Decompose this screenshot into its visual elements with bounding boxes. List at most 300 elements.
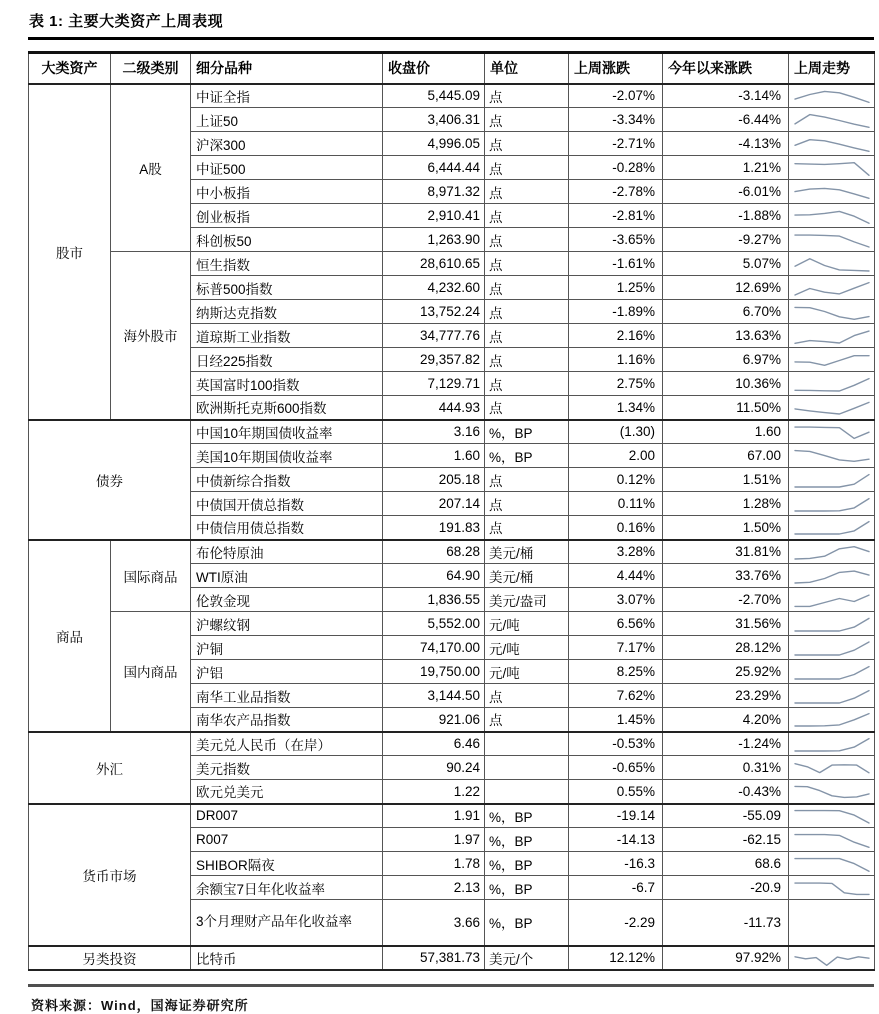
cell-ytd-change — [663, 540, 789, 564]
cell-ytd-change — [663, 900, 789, 946]
cell-week-change-text: (1.30) — [619, 424, 655, 440]
cell-asset-class — [29, 732, 191, 804]
cell-close-price — [383, 876, 485, 900]
cell-instrument-text: 中债新综合指数 — [196, 473, 291, 489]
cell-ytd-change — [663, 660, 789, 684]
cell-close-price-text: 34,777.76 — [419, 328, 480, 343]
cell-instrument — [191, 828, 383, 852]
cell-unit-text: 点 — [489, 353, 503, 369]
cell-ytd-change-text: 25.92% — [735, 664, 781, 679]
cell-instrument-text: 沪螺纹钢 — [196, 617, 250, 633]
cell-week-change-text: 3.28% — [616, 544, 655, 560]
cell-week-change-text: -1.61% — [612, 256, 655, 271]
cell-week-change-text: -14.13 — [616, 832, 655, 847]
cell-week-trend — [789, 468, 875, 492]
cell-close-price-text: 207.14 — [438, 496, 480, 511]
cell-unit-text: 元/吨 — [489, 665, 520, 681]
cell-instrument-text: 科创板50 — [196, 233, 252, 249]
cell-sub-category — [111, 540, 191, 612]
cell-close-price-text: 1.60 — [453, 448, 480, 463]
cell-sub-category — [111, 612, 191, 732]
cell-instrument — [191, 780, 383, 804]
cell-ytd-change — [663, 300, 789, 324]
cell-unit — [485, 324, 569, 348]
cell-asset-class-text: 另类投资 — [82, 951, 137, 967]
cell-unit — [485, 204, 569, 228]
cell-ytd-change-text: -11.73 — [743, 914, 781, 930]
cell-instrument-text: 比特币 — [196, 951, 237, 967]
week-trend-sparkline — [792, 325, 872, 347]
cell-week-trend — [789, 324, 875, 348]
cell-close-price-text: 7,129.71 — [427, 376, 480, 391]
cell-week-trend — [789, 372, 875, 396]
cell-ytd-change-text: 0.31% — [742, 760, 781, 775]
cell-unit — [485, 108, 569, 132]
cell-week-change — [569, 492, 663, 516]
week-trend-sparkline — [792, 396, 872, 418]
cell-ytd-change — [663, 564, 789, 588]
cell-ytd-change — [663, 828, 789, 852]
cell-asset-class-text: 外汇 — [96, 761, 123, 777]
cell-week-change — [569, 804, 663, 828]
cell-week-change-text: 1.34% — [616, 399, 655, 415]
cell-week-trend — [789, 348, 875, 372]
cell-unit-text: %，BP — [489, 833, 533, 849]
cell-week-trend — [789, 756, 875, 780]
cell-unit — [485, 588, 569, 612]
cell-instrument-text: 标普500指数 — [196, 281, 273, 297]
cell-week-change — [569, 684, 663, 708]
week-trend-sparkline — [792, 349, 872, 371]
cell-close-price-text: 3,406.31 — [427, 112, 480, 127]
cell-week-change — [569, 348, 663, 372]
cell-week-trend — [789, 660, 875, 684]
cell-ytd-change-text: 1.28% — [742, 496, 781, 511]
cell-week-change-text: 2.00 — [628, 448, 655, 463]
week-trend-sparkline — [792, 157, 872, 179]
cell-week-change — [569, 108, 663, 132]
cell-ytd-change — [663, 252, 789, 276]
week-trend-sparkline — [792, 877, 872, 899]
column-header-unit: 单位 — [485, 53, 569, 84]
cell-week-change — [569, 420, 663, 444]
cell-unit — [485, 900, 569, 946]
cell-unit — [485, 636, 569, 660]
cell-instrument-text: 美国10年期国债收益率 — [196, 449, 333, 465]
cell-week-trend — [789, 540, 875, 564]
cell-instrument-text: R007 — [196, 832, 229, 847]
cell-instrument — [191, 396, 383, 420]
cell-close-price-text: 57,381.73 — [419, 950, 480, 965]
cell-ytd-change-text: -62.15 — [742, 832, 781, 847]
cell-ytd-change-text: 5.07% — [742, 256, 781, 271]
week-trend-sparkline — [792, 109, 872, 131]
cell-week-trend — [789, 276, 875, 300]
table-header — [29, 53, 875, 84]
cell-ytd-change — [663, 372, 789, 396]
cell-instrument — [191, 636, 383, 660]
cell-week-trend — [789, 492, 875, 516]
cell-instrument-text: 沪深300 — [196, 137, 246, 153]
cell-close-price-text: 29,357.82 — [419, 352, 480, 367]
cell-instrument — [191, 804, 383, 828]
cell-unit-text: 点 — [489, 185, 503, 201]
cell-close-price-text: 205.18 — [438, 472, 480, 487]
cell-instrument — [191, 372, 383, 396]
cell-week-change-text: -2.78% — [612, 184, 655, 199]
cell-week-change — [569, 300, 663, 324]
cell-asset-class — [29, 84, 111, 420]
cell-close-price-text: 1.97 — [453, 832, 480, 847]
cell-week-trend — [789, 732, 875, 756]
cell-week-change — [569, 828, 663, 852]
cell-close-price-text: 1.22 — [453, 783, 480, 799]
week-trend-sparkline — [792, 637, 872, 659]
table-row — [29, 732, 875, 756]
cell-unit-text: 点 — [489, 257, 503, 273]
cell-unit — [485, 780, 569, 804]
cell-unit — [485, 804, 569, 828]
cell-ytd-change — [663, 780, 789, 804]
column-header-week-trend: 上周走势 — [789, 53, 875, 84]
cell-instrument — [191, 468, 383, 492]
cell-week-trend — [789, 780, 875, 804]
cell-ytd-change-text: -20.9 — [750, 880, 781, 895]
cell-week-trend — [789, 588, 875, 612]
cell-unit-text: 点 — [489, 689, 503, 705]
cell-unit-text: %，BP — [489, 881, 533, 897]
cell-week-change-text: -2.71% — [612, 136, 655, 151]
cell-close-price — [383, 900, 485, 946]
table-title: 表 1: 主要大类资产上周表现 — [29, 13, 224, 30]
cell-close-price-text: 28,610.65 — [419, 256, 480, 271]
cell-close-price — [383, 468, 485, 492]
table-row — [29, 946, 875, 970]
cell-week-change-text: -16.3 — [624, 856, 655, 871]
cell-unit — [485, 372, 569, 396]
cell-unit — [485, 492, 569, 516]
cell-instrument-text: 恒生指数 — [196, 257, 250, 273]
cell-ytd-change — [663, 276, 789, 300]
cell-ytd-change — [663, 708, 789, 732]
table-body — [29, 84, 875, 970]
cell-close-price-text: 90.24 — [446, 760, 480, 775]
cell-unit-text: 点 — [489, 305, 503, 321]
cell-instrument — [191, 132, 383, 156]
cell-week-change — [569, 396, 663, 420]
table-row — [29, 804, 875, 828]
column-header-week-change: 上周涨跌 — [569, 53, 663, 84]
cell-instrument-text: 日经225指数 — [196, 353, 273, 369]
cell-ytd-change-text: 31.56% — [735, 616, 781, 631]
cell-unit — [485, 756, 569, 780]
cell-close-price — [383, 684, 485, 708]
cell-week-change — [569, 588, 663, 612]
cell-ytd-change-text: 33.76% — [735, 568, 781, 583]
cell-week-trend — [789, 612, 875, 636]
cell-instrument — [191, 564, 383, 588]
cell-instrument — [191, 420, 383, 444]
week-trend-sparkline — [792, 565, 872, 587]
cell-close-price — [383, 708, 485, 732]
cell-week-trend — [789, 708, 875, 732]
cell-asset-class — [29, 946, 191, 970]
cell-instrument — [191, 156, 383, 180]
cell-instrument-text: 伦敦金现 — [196, 593, 250, 609]
cell-sub-category — [111, 252, 191, 420]
cell-close-price — [383, 108, 485, 132]
cell-close-price-text: 74,170.00 — [419, 640, 480, 655]
cell-week-trend — [789, 132, 875, 156]
cell-close-price — [383, 612, 485, 636]
cell-ytd-change-text: -55.09 — [742, 808, 781, 824]
cell-close-price-text: 2.13 — [453, 880, 480, 895]
cell-close-price — [383, 804, 485, 828]
cell-ytd-change-text: 10.36% — [735, 376, 781, 391]
cell-ytd-change-text: 4.20% — [742, 711, 781, 727]
cell-unit — [485, 564, 569, 588]
cell-asset-class — [29, 540, 111, 732]
cell-week-change — [569, 612, 663, 636]
cell-close-price — [383, 180, 485, 204]
cell-sub-category — [111, 84, 191, 252]
cell-unit — [485, 300, 569, 324]
cell-instrument-text: 中债信用债总指数 — [196, 521, 304, 537]
cell-week-change-text: -2.81% — [612, 208, 655, 223]
cell-unit — [485, 516, 569, 540]
asset-performance-table — [28, 51, 875, 971]
cell-asset-class-text: 股市 — [56, 245, 83, 261]
cell-week-change-text: 1.16% — [616, 352, 655, 367]
cell-asset-class — [29, 804, 191, 946]
table-row — [29, 252, 875, 276]
cell-unit — [485, 540, 569, 564]
cell-instrument — [191, 276, 383, 300]
cell-week-trend — [789, 108, 875, 132]
cell-unit-text: 点 — [489, 497, 503, 513]
cell-close-price-text: 191.83 — [438, 519, 480, 535]
cell-ytd-change — [663, 852, 789, 876]
cell-close-price-text: 3.16 — [453, 424, 480, 440]
cell-close-price — [383, 588, 485, 612]
cell-week-trend — [789, 180, 875, 204]
cell-week-trend — [789, 852, 875, 876]
week-trend-sparkline — [792, 421, 872, 443]
cell-instrument — [191, 252, 383, 276]
cell-instrument — [191, 108, 383, 132]
cell-instrument — [191, 708, 383, 732]
cell-ytd-change — [663, 108, 789, 132]
week-trend-sparkline — [792, 708, 872, 730]
cell-ytd-change-text: 6.70% — [742, 304, 781, 319]
cell-week-change-text: -2.29 — [624, 914, 655, 930]
cell-week-change — [569, 756, 663, 780]
cell-ytd-change-text: -4.13% — [738, 136, 781, 151]
week-trend-sparkline — [792, 445, 872, 467]
cell-week-change — [569, 372, 663, 396]
cell-week-change — [569, 636, 663, 660]
cell-week-trend — [789, 564, 875, 588]
cell-unit — [485, 468, 569, 492]
week-trend-sparkline — [792, 373, 872, 395]
cell-instrument-text: 欧元兑美元 — [196, 785, 264, 801]
column-header-sub-category: 二级类别 — [111, 53, 191, 84]
cell-week-change-text: 2.16% — [616, 328, 655, 343]
cell-unit-text: 点 — [489, 521, 503, 537]
cell-instrument-text: 布伦特原油 — [196, 545, 264, 561]
cell-close-price-text: 1.78 — [453, 856, 480, 871]
cell-close-price — [383, 228, 485, 252]
cell-close-price — [383, 636, 485, 660]
cell-unit — [485, 252, 569, 276]
cell-ytd-change — [663, 636, 789, 660]
cell-instrument-text: 创业板指 — [196, 209, 250, 225]
cell-instrument-text: 道琼斯工业指数 — [196, 329, 291, 345]
week-trend-sparkline — [792, 516, 872, 538]
cell-close-price-text: 921.06 — [438, 711, 480, 727]
cell-ytd-change — [663, 84, 789, 108]
cell-unit — [485, 420, 569, 444]
cell-unit — [485, 828, 569, 852]
cell-week-change-text: -0.53% — [612, 736, 655, 752]
cell-close-price-text: 13,752.24 — [419, 304, 480, 319]
cell-week-change — [569, 444, 663, 468]
cell-instrument — [191, 516, 383, 540]
cell-close-price-text: 1,263.90 — [427, 232, 480, 247]
week-trend-sparkline — [792, 613, 872, 635]
cell-instrument-text: WTI原油 — [196, 569, 248, 585]
cell-instrument — [191, 612, 383, 636]
cell-week-change — [569, 180, 663, 204]
cell-ytd-change-text: 11.50% — [736, 399, 781, 415]
cell-unit — [485, 612, 569, 636]
cell-close-price — [383, 540, 485, 564]
week-trend-sparkline — [792, 947, 872, 969]
cell-week-trend — [789, 396, 875, 420]
cell-unit — [485, 156, 569, 180]
cell-close-price — [383, 420, 485, 444]
cell-instrument-text: 中证全指 — [196, 89, 250, 105]
cell-close-price — [383, 946, 485, 970]
cell-ytd-change — [663, 444, 789, 468]
cell-close-price-text: 4,996.05 — [427, 136, 480, 151]
cell-close-price-text: 5,445.09 — [427, 88, 480, 104]
week-trend-sparkline — [792, 829, 872, 851]
cell-close-price — [383, 564, 485, 588]
cell-week-change-text: -0.65% — [612, 760, 655, 775]
cell-week-change-text: 1.45% — [616, 711, 655, 727]
week-trend-sparkline — [792, 469, 872, 491]
cell-asset-class-text: 货币市场 — [82, 868, 137, 884]
cell-sub-category-text: 国际商品 — [123, 569, 178, 585]
cell-unit-text: 点 — [489, 209, 503, 225]
cell-unit-text: %，BP — [489, 449, 533, 465]
cell-unit-text: 点 — [489, 137, 503, 153]
cell-unit — [485, 444, 569, 468]
cell-week-change — [569, 132, 663, 156]
cell-instrument-text: 中债国开债总指数 — [196, 497, 304, 513]
cell-ytd-change — [663, 420, 789, 444]
cell-instrument-text: 沪铝 — [196, 665, 223, 681]
cell-unit-text: 点 — [489, 281, 503, 297]
cell-week-change-text: 1.25% — [616, 280, 655, 295]
cell-ytd-change — [663, 180, 789, 204]
cell-ytd-change — [663, 946, 789, 970]
table-row — [29, 84, 875, 108]
cell-unit-text: 元/吨 — [489, 641, 520, 657]
cell-unit-text: 美元/桶 — [489, 545, 534, 561]
cell-instrument — [191, 946, 383, 970]
cell-instrument — [191, 540, 383, 564]
week-trend-sparkline — [792, 85, 872, 107]
cell-close-price-text: 8,971.32 — [427, 184, 480, 199]
cell-week-change-text: 12.12% — [609, 950, 655, 965]
cell-close-price — [383, 444, 485, 468]
week-trend-sparkline — [792, 133, 872, 155]
cell-asset-class-text: 债券 — [96, 473, 123, 489]
cell-unit — [485, 684, 569, 708]
cell-week-change-text: -3.34% — [612, 112, 655, 127]
cell-close-price-text: 6.46 — [453, 736, 480, 752]
cell-ytd-change — [663, 228, 789, 252]
cell-ytd-change-text: 28.12% — [735, 640, 781, 655]
cell-week-change-text: -19.14 — [616, 808, 655, 824]
cell-close-price — [383, 276, 485, 300]
cell-week-change — [569, 468, 663, 492]
column-header-close-price: 收盘价 — [383, 53, 485, 84]
cell-close-price-text: 68.28 — [446, 544, 480, 560]
cell-unit-text: 点 — [489, 89, 503, 105]
cell-week-change-text: 7.62% — [616, 688, 655, 703]
cell-week-change — [569, 84, 663, 108]
cell-unit-text: 美元/个 — [489, 951, 534, 967]
cell-close-price — [383, 516, 485, 540]
cell-close-price — [383, 300, 485, 324]
column-header-asset-class: 大类资产 — [29, 53, 111, 84]
cell-close-price — [383, 660, 485, 684]
cell-close-price — [383, 780, 485, 804]
cell-week-change — [569, 852, 663, 876]
cell-week-change-text: 0.12% — [616, 472, 655, 487]
week-trend-sparkline — [792, 805, 872, 827]
cell-instrument — [191, 900, 383, 946]
cell-sub-category-text: 国内商品 — [123, 665, 178, 681]
cell-week-change-text: 6.56% — [616, 616, 655, 631]
cell-ytd-change-text: 23.29% — [735, 688, 781, 703]
cell-week-trend — [789, 444, 875, 468]
cell-close-price-text: 3.66 — [453, 914, 480, 930]
cell-ytd-change-text: -6.44% — [738, 112, 781, 127]
cell-ytd-change — [663, 468, 789, 492]
cell-close-price — [383, 852, 485, 876]
cell-close-price — [383, 204, 485, 228]
cell-ytd-change-text: 13.63% — [735, 328, 781, 343]
cell-week-trend — [789, 252, 875, 276]
cell-week-trend — [789, 204, 875, 228]
cell-unit-text: 元/吨 — [489, 617, 520, 633]
week-trend-sparkline — [792, 661, 872, 683]
cell-unit-text: 美元/盎司 — [489, 593, 547, 609]
cell-instrument-text: 沪铜 — [196, 641, 223, 657]
cell-week-change-text: 0.11% — [617, 496, 655, 511]
cell-sub-category-text: 海外股市 — [123, 329, 178, 345]
cell-asset-class-text: 商品 — [56, 629, 83, 645]
week-trend-sparkline — [792, 253, 872, 275]
cell-instrument — [191, 492, 383, 516]
cell-ytd-change-text: -2.70% — [738, 592, 781, 607]
cell-week-change — [569, 204, 663, 228]
cell-instrument-text: 欧洲斯托克斯600指数 — [196, 401, 327, 417]
